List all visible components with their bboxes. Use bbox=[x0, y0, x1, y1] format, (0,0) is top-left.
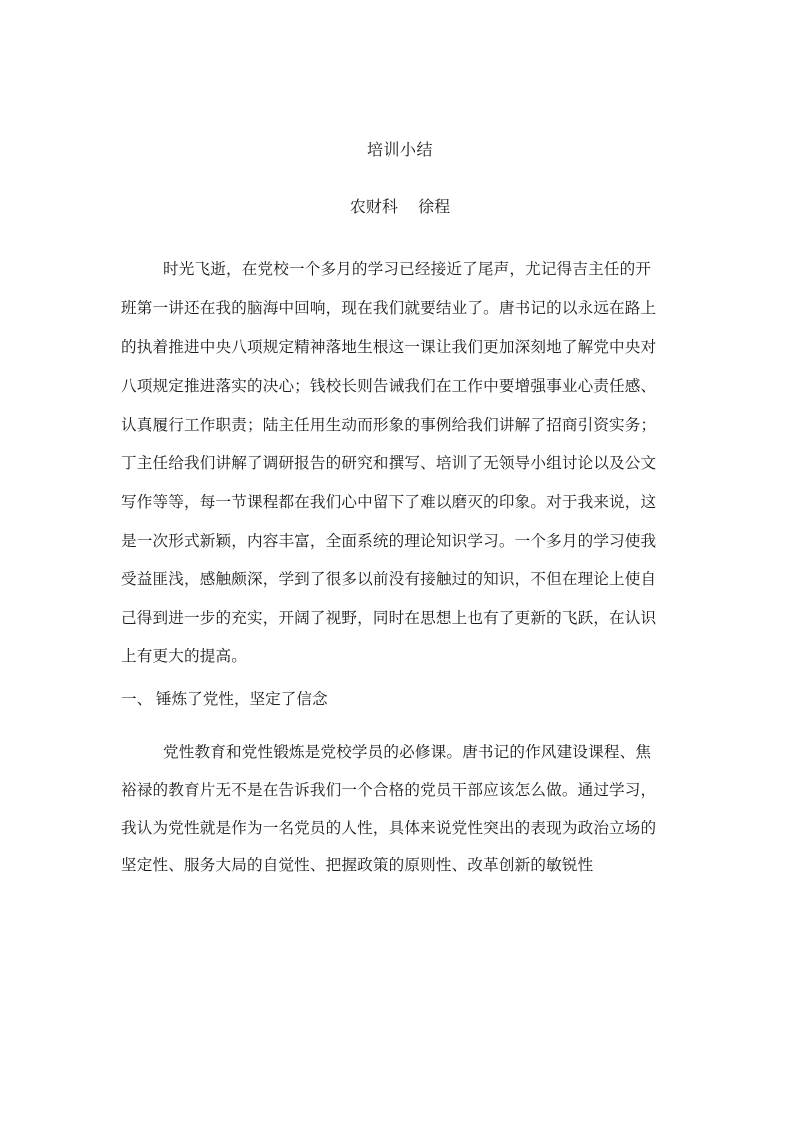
paragraph-1-line: 八项规定推进落实的决心；钱校长则告诫我们在工作中要增强事业心责任感、 bbox=[121, 377, 657, 395]
paragraph-1-line: 上有更大的提高。 bbox=[121, 647, 247, 665]
paragraph-2-line: 我认为党性就是作为一名党员的人性，具体来说党性突出的表现为政治立场的 bbox=[121, 819, 657, 837]
author-byline: 农财科 徐程 bbox=[349, 197, 451, 216]
document-title: 培训小结 bbox=[366, 140, 433, 159]
paragraph-1-line: 丁主任给我们讲解了调研报告的研究和撰写、培训了无领导小组讨论以及公文 bbox=[121, 454, 657, 472]
paragraph-1-line: 班第一讲还在我的脑海中回响，现在我们就要结业了。唐书记的以永远在路上 bbox=[121, 299, 657, 317]
paragraph-1-line: 是一次形式新颖，内容丰富，全面系统的理论知识学习。一个多月的学习使我 bbox=[121, 532, 657, 550]
section-number: 一、 bbox=[121, 690, 153, 708]
paragraph-2-line: 裕禄的教育片无不是在告诉我们一个合格的党员干部应该怎么做。通过学习， bbox=[121, 781, 657, 799]
paragraph-2-line: 党性教育和党性锻炼是党校学员的必修课。唐书记的作风建设课程、焦 bbox=[163, 743, 652, 761]
paragraph-1-line: 时光飞逝，在党校一个多月的学习已经接近了尾声，尤记得吉主任的开 bbox=[163, 260, 652, 278]
paragraph-2-line: 坚定性、服务大局的自觉性、把握政策的原则性、改革创新的敏锐性 bbox=[121, 856, 594, 874]
paragraph-1-line: 受益匪浅，感触颇深，学到了很多以前没有接触过的知识，不但在理论上使自 bbox=[121, 570, 657, 588]
section-heading: 锤炼了党性，坚定了信念 bbox=[156, 690, 328, 708]
paragraph-1-line: 的执着推进中央八项规定精神落地生根这一课让我们更加深刻地了解党中央对 bbox=[121, 338, 657, 356]
paragraph-1-line: 己得到进一步的充实，开阔了视野，同时在思想上也有了更新的飞跃，在认识 bbox=[121, 609, 657, 627]
paragraph-1-line: 写作等等，每一节课程都在我们心中留下了难以磨灭的印象。对于我来说，这 bbox=[121, 493, 657, 511]
paragraph-1-line: 认真履行工作职责；陆主任用生动而形象的事例给我们讲解了招商引资实务； bbox=[121, 416, 657, 434]
